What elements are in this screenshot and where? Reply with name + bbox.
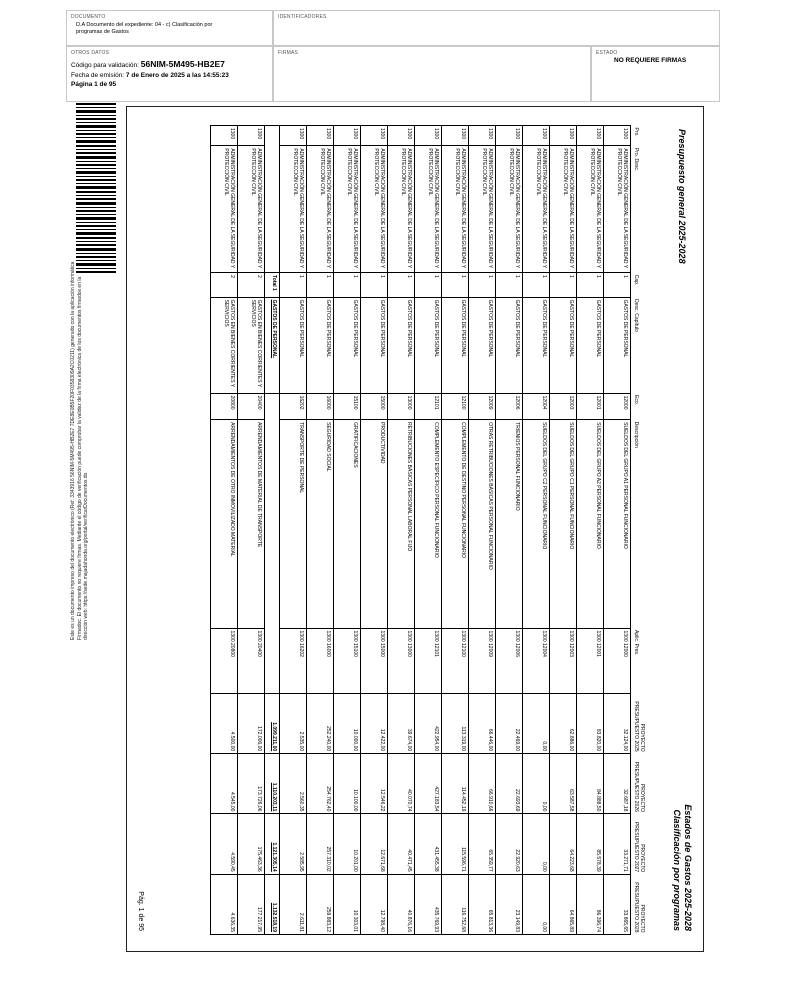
codigo-prefix: Código para validación: [71, 62, 141, 69]
cell-prod: ADMINISTRACIÓN GENERAL DE LA SEGURIDAD Y PROTECCIÓN CIVIL [442, 146, 469, 273]
cell-pro: 1300 [550, 126, 577, 146]
cell-p27: 64.223,68 [550, 814, 577, 874]
firmas-label: FIRMAS [278, 50, 299, 56]
cell-p25: 66.446,00 [469, 693, 496, 753]
budget-table [210, 125, 657, 935]
cell-cap: 1 [469, 273, 496, 298]
cell-p26: 173.726,06 [238, 754, 265, 814]
cell-capd: GASTOS DE PERSONAL [415, 297, 442, 393]
cell-p26: 10.100,00 [334, 754, 361, 814]
table-row [211, 126, 238, 935]
cell-p28: 116.752,68 [442, 874, 469, 934]
cell-cap: 1 [361, 273, 388, 298]
cell-p26: 0,00 [523, 754, 550, 814]
pagina-label: Página 1 de 95 [71, 81, 117, 88]
cell-p27: 0,00 [523, 814, 550, 874]
cell-p25: 113.319,00 [442, 693, 469, 753]
total-p26: 1.110.203,11 [265, 754, 280, 814]
table-row [550, 126, 577, 935]
cell-prod: ADMINISTRACIÓN GENERAL DE LA SEGURIDAD Y PROTECCIÓN CIVIL [523, 146, 550, 273]
table-row [280, 126, 307, 935]
cell-p25: 32.124,00 [604, 693, 631, 753]
firmas-box [273, 46, 591, 102]
cell-eco: 15000 [361, 393, 388, 420]
cell-desc: TRANSPORTE DE PERSONAL [280, 420, 307, 628]
cell-p28: 177.217,95 [238, 874, 265, 934]
cell-p28: 40.876,16 [388, 874, 415, 934]
col-header-eco: Eco. [631, 393, 658, 420]
cell-cap: 1 [442, 273, 469, 298]
cell-p26: 32.687,18 [604, 754, 631, 814]
col-header-pro: Pro. [631, 126, 658, 146]
cell-cap: 2 [211, 273, 238, 298]
table-row [307, 126, 334, 935]
cell-p26: 427.183,54 [415, 754, 442, 814]
cell-cap: 1 [604, 273, 631, 298]
cell-prod: ADMINISTRACIÓN GENERAL DE LA SEGURIDAD Y PROTECCIÓN CIVIL [238, 146, 265, 273]
cell-desc: SUELDOS DEL GRUPO C2 PERSONAL FUNCIONARIO [523, 420, 550, 628]
cell-p27: 257.310,02 [307, 814, 334, 874]
cell-apl: 1300 16202 [280, 628, 307, 693]
cell-p27: 175.463,36 [238, 814, 265, 874]
verification-note: Este es un documento impreso del documento electrónico (Ref: 3343916 56NIM-5M495-HB2E7 7DE8E0B5F20F0358309A2C0211) generado con la aplicación informática Firmadoc. El documento no requiere firmas. Mediante el código de verificación puede comprobar la validez de la firma electrónica de los documentos firmados en la dirección web: https://sede.majadahonda.org/portal/verificarDocumentos.do [70, 261, 89, 640]
cell-prod: ADMINISTRACIÓN GENERAL DE LA SEGURIDAD Y PROTECCIÓN CIVIL [469, 146, 496, 273]
codigo-value: 56NIM-5M495-HB2E7 [140, 59, 225, 69]
otros-datos-label: OTROS DATOS [71, 50, 110, 56]
table-row [442, 126, 469, 935]
cell-pro: 1300 [361, 126, 388, 146]
cell-p28: 86.396,74 [577, 874, 604, 934]
cell-eco: 15100 [334, 393, 361, 420]
cell-p27: 85.578,39 [577, 814, 604, 874]
total-p25: 1.099.211,00 [265, 693, 280, 753]
table-row [523, 126, 550, 935]
cell-apl: 1300 12101 [415, 628, 442, 693]
cell-capd: GASTOS DE PERSONAL [469, 297, 496, 393]
cell-p27: 22.920,63 [496, 814, 523, 874]
col-header-2026: PROYECTO PRESUPUESTO 2026 [631, 754, 658, 814]
cell-desc: SUELDOS DEL GRUPO A2 PERSONAL FUNCIONARIO [577, 420, 604, 628]
table-row [604, 126, 631, 935]
cell-apl: 1300 20400 [238, 628, 265, 693]
cell-pro: 1300 [523, 126, 550, 146]
estado-value: NO REQUIERE FIRMAS [614, 57, 687, 64]
cell-pro: 1300 [334, 126, 361, 146]
cell-p25: 4.500,00 [211, 693, 238, 753]
cell-apl: 1300 12001 [577, 628, 604, 693]
cell-prod: ADMINISTRACIÓN GENERAL DE LA SEGURIDAD Y PROTECCIÓN CIVIL [211, 146, 238, 273]
codigo-validacion [71, 60, 225, 71]
cell-p25: 62.886,00 [550, 693, 577, 753]
cell-desc: SEGURIDAD SOCIAL [307, 420, 334, 628]
cell-p27: 431.455,38 [415, 814, 442, 874]
cell-cap: 2 [238, 273, 265, 298]
cell-cap: 1 [577, 273, 604, 298]
cell-p27: 2.585,95 [280, 814, 307, 874]
documento-value: D.A Documento del expediente: 04 - c) Clasificación por programas de Gastos [76, 22, 213, 35]
cell-p26: 66.910,66 [469, 754, 496, 814]
col-header-descripcion: Descripción [631, 420, 658, 628]
cell-desc: TRIENIOS PERSONAL FUNCIONARIO [496, 420, 523, 628]
cell-p26: 40.070,74 [388, 754, 415, 814]
cell-apl: 1300 13000 [388, 628, 415, 693]
cell-apl: 1300 16000 [307, 628, 334, 693]
cell-pro: 1300 [496, 126, 523, 146]
cell-eco: 12101 [415, 393, 442, 420]
total-empty-cell [265, 126, 280, 273]
cell-p25: 12.422,00 [361, 693, 388, 753]
cell-capd: GASTOS EN BIENES CORRIENTES Y SERVICIOS [238, 297, 265, 393]
cell-prod: ADMINISTRACIÓN GENERAL DE LA SEGURIDAD Y PROTECCIÓN CIVIL [550, 146, 577, 273]
cell-eco: 16000 [307, 393, 334, 420]
cell-p27: 33.271,71 [604, 814, 631, 874]
cell-eco: 12000 [604, 393, 631, 420]
col-header-2025: PROYECTO PRESUPUESTO 2025 [631, 693, 658, 753]
cell-desc: OTRAS RETRIBUCIONES BÁSICAS PERSONAL FUNCIONARIO [469, 420, 496, 628]
cell-p27: 4.590,45 [211, 814, 238, 874]
cell-prod: ADMINISTRACIÓN GENERAL DE LA SEGURIDAD Y PROTECCIÓN CIVIL [307, 146, 334, 273]
cell-apl: 1300 15100 [334, 628, 361, 693]
cell-eco: 13000 [388, 393, 415, 420]
cell-apl: 1300 12004 [523, 628, 550, 693]
table-row [577, 126, 604, 935]
cell-desc: PRODUCTIVIDAD [361, 420, 388, 628]
table-row [496, 126, 523, 935]
page-number: Pág. 1 de 95 [137, 891, 144, 931]
cell-capd: GASTOS DE PERSONAL [334, 297, 361, 393]
cell-p28: 23.149,83 [496, 874, 523, 934]
cell-p25: 172.006,00 [238, 693, 265, 753]
cell-p28: 64.865,89 [550, 874, 577, 934]
col-header-cap: Cap. [631, 273, 658, 298]
table-body [211, 126, 631, 935]
doc-title-right-line1: Estados de Gastos 2025-2028 [683, 804, 693, 931]
cell-capd: GASTOS DE PERSONAL [523, 297, 550, 393]
documento-label: DOCUMENTO [71, 14, 106, 20]
cell-p28: 33.865,65 [604, 874, 631, 934]
cell-p26: 2.560,35 [280, 754, 307, 814]
cell-prod: ADMINISTRACIÓN GENERAL DE LA SEGURIDAD Y PROTECCIÓN CIVIL [334, 146, 361, 273]
doc-title-right-line2: Clasificación por programas [672, 809, 682, 931]
cell-eco: 12004 [523, 393, 550, 420]
cell-capd: GASTOS DE PERSONAL [361, 297, 388, 393]
cell-pro: 1300 [469, 126, 496, 146]
cell-p26: 4.545,00 [211, 754, 238, 814]
cell-eco: 20400 [238, 393, 265, 420]
cell-capd: GASTOS DE PERSONAL [577, 297, 604, 393]
cell-p25: 2.535,00 [280, 693, 307, 753]
cell-prod: ADMINISTRACIÓN GENERAL DE LA SEGURIDAD Y PROTECCIÓN CIVIL [280, 146, 307, 273]
table-row [361, 126, 388, 935]
table-row [238, 126, 265, 935]
cell-prod: ADMINISTRACIÓN GENERAL DE LA SEGURIDAD Y PROTECCIÓN CIVIL [388, 146, 415, 273]
cell-desc: SUELDOS DEL GRUPO C1 PERSONAL FUNCIONARIO [550, 420, 577, 628]
cell-eco: 12009 [469, 393, 496, 420]
cell-p25: 83.820,00 [577, 693, 604, 753]
col-header-2028: PROYECTO PRESUPUESTO 2028 [631, 874, 658, 934]
cell-desc: GRATIFICACIONES [334, 420, 361, 628]
cell-capd: GASTOS DE PERSONAL [388, 297, 415, 393]
cell-desc: ARRENDAMIENTOS DE MATERIAL DE TRANSPORTE [238, 420, 265, 628]
estado-label: ESTADO [596, 50, 618, 56]
cell-p28: 0,00 [523, 874, 550, 934]
total-p28: 1.132.518,19 [265, 874, 280, 934]
fecha-emision [71, 72, 229, 81]
cell-p25: 22.469,00 [496, 693, 523, 753]
cell-cap: 1 [523, 273, 550, 298]
cell-pro: 1300 [211, 126, 238, 146]
cell-desc: COMPLEMENTO ESPECÍFICO PERSONAL FUNCIONARIO [415, 420, 442, 628]
cell-p27: 10.201,00 [334, 814, 361, 874]
table-row [334, 126, 361, 935]
cell-p26: 254.762,40 [307, 754, 334, 814]
doc-title-right [671, 804, 693, 931]
cell-p26: 114.452,19 [442, 754, 469, 814]
cell-pro: 1300 [604, 126, 631, 146]
cell-capd: GASTOS DE PERSONAL [280, 297, 307, 393]
cell-cap: 1 [307, 273, 334, 298]
cell-p28: 259.883,12 [307, 874, 334, 934]
total-row [265, 126, 280, 935]
total-capitulo: GASTOS DE PERSONAL [265, 297, 280, 393]
cell-prod: ADMINISTRACIÓN GENERAL DE LA SEGURIDAD Y PROTECCIÓN CIVIL [415, 146, 442, 273]
cell-apl: 1300 12000 [604, 628, 631, 693]
cell-eco: 12001 [577, 393, 604, 420]
cell-desc: COMPLEMENTO DE DESTINO PERSONAL FUNCIONARIO [442, 420, 469, 628]
col-header-pro-desc: Pro. Desc. [631, 146, 658, 273]
cell-eco: 12003 [550, 393, 577, 420]
cell-p28: 65.813,36 [469, 874, 496, 934]
cell-p25: 39.674,00 [388, 693, 415, 753]
fecha-prefix: Fecha de emisión: [71, 72, 126, 79]
cell-p26: 63.587,58 [550, 754, 577, 814]
cell-pro: 1300 [388, 126, 415, 146]
cell-desc: RETRIBUCIONES BÁSICAS PERSONAL LABORAL FIJO [388, 420, 415, 628]
doc-title-left: Presupuesto general 2025-2028 [677, 129, 687, 264]
cell-desc: ARRENDAMIENTOS DE OTRO INMOVILIZADO MATERIAL [211, 420, 238, 628]
cell-p27: 12.671,68 [361, 814, 388, 874]
cell-capd: GASTOS EN BIENES CORRIENTES Y SERVICIOS [211, 297, 238, 393]
cell-apl: 1300 20800 [211, 628, 238, 693]
cell-prod: ADMINISTRACIÓN GENERAL DE LA SEGURIDAD Y PROTECCIÓN CIVIL [604, 146, 631, 273]
table-row [415, 126, 442, 935]
cell-cap: 1 [496, 273, 523, 298]
fecha-value: 7 de Enero de 2025 a las 14:55:23 [125, 72, 229, 79]
cell-p28: 2.611,81 [280, 874, 307, 934]
cell-capd: GASTOS DE PERSONAL [307, 297, 334, 393]
cell-capd: GASTOS DE PERSONAL [550, 297, 577, 393]
cell-prod: ADMINISTRACIÓN GENERAL DE LA SEGURIDAD Y PROTECCIÓN CIVIL [361, 146, 388, 273]
cell-capd: GASTOS DE PERSONAL [604, 297, 631, 393]
cell-pro: 1300 [577, 126, 604, 146]
document-page [126, 106, 704, 952]
cell-cap: 1 [280, 273, 307, 298]
cell-p26: 22.693,69 [496, 754, 523, 814]
cell-apl: 1300 15000 [361, 628, 388, 693]
cell-p26: 12.546,22 [361, 754, 388, 814]
col-header-2027: PROYECTO PRESUPUESTO 2027 [631, 814, 658, 874]
cell-pro: 1300 [415, 126, 442, 146]
cell-p27: 65.359,77 [469, 814, 496, 874]
cell-eco: 12006 [496, 393, 523, 420]
cell-pro: 1300 [238, 126, 265, 146]
total-spacer [265, 393, 280, 693]
cell-cap: 1 [334, 273, 361, 298]
cell-p25: 0,00 [523, 693, 550, 753]
cell-p28: 435.769,93 [415, 874, 442, 934]
identificadores-box [273, 10, 720, 46]
cell-p28: 10.303,01 [334, 874, 361, 934]
cell-cap: 1 [550, 273, 577, 298]
cell-eco: 16202 [280, 393, 307, 420]
table-row [388, 126, 415, 935]
cell-apl: 1300 12100 [442, 628, 469, 693]
table-header-row [631, 126, 658, 935]
cell-pro: 1300 [280, 126, 307, 146]
cell-p28: 12.798,40 [361, 874, 388, 934]
cell-pro: 1300 [442, 126, 469, 146]
table-row [469, 126, 496, 935]
cell-capd: GASTOS DE PERSONAL [496, 297, 523, 393]
cell-apl: 1300 12009 [469, 628, 496, 693]
cell-pro: 1300 [307, 126, 334, 146]
total-label: Total 1 [265, 273, 280, 298]
cell-p25: 422.954,00 [415, 693, 442, 753]
cell-p25: 10.000,00 [334, 693, 361, 753]
col-header-desc-capitulo: Desc. Capítulo [631, 297, 658, 393]
cell-p27: 115.596,71 [442, 814, 469, 874]
cell-cap: 1 [415, 273, 442, 298]
cell-p28: 4.636,35 [211, 874, 238, 934]
identificadores-label: IDENTIFICADORES [278, 14, 327, 20]
rotated-content [127, 107, 705, 953]
cell-p27: 40.471,45 [388, 814, 415, 874]
cell-cap: 1 [388, 273, 415, 298]
cell-prod: ADMINISTRACIÓN GENERAL DE LA SEGURIDAD Y PROTECCIÓN CIVIL [577, 146, 604, 273]
total-p27: 1.121.305,14 [265, 814, 280, 874]
cell-eco: 12100 [442, 393, 469, 420]
cell-apl: 1300 12003 [550, 628, 577, 693]
cell-apl: 1300 12006 [496, 628, 523, 693]
col-header-aplic-pres: Aplic. Pres. [631, 628, 658, 693]
cell-prod: ADMINISTRACIÓN GENERAL DE LA SEGURIDAD Y PROTECCIÓN CIVIL [496, 146, 523, 273]
cell-eco: 20800 [211, 393, 238, 420]
barcode-image [76, 103, 116, 273]
cell-capd: GASTOS DE PERSONAL [442, 297, 469, 393]
cell-p26: 84.888,50 [577, 754, 604, 814]
cell-desc: SUELDOS DEL GRUPO A1 PERSONAL FUNCIONARIO [604, 420, 631, 628]
cell-p25: 252.240,00 [307, 693, 334, 753]
